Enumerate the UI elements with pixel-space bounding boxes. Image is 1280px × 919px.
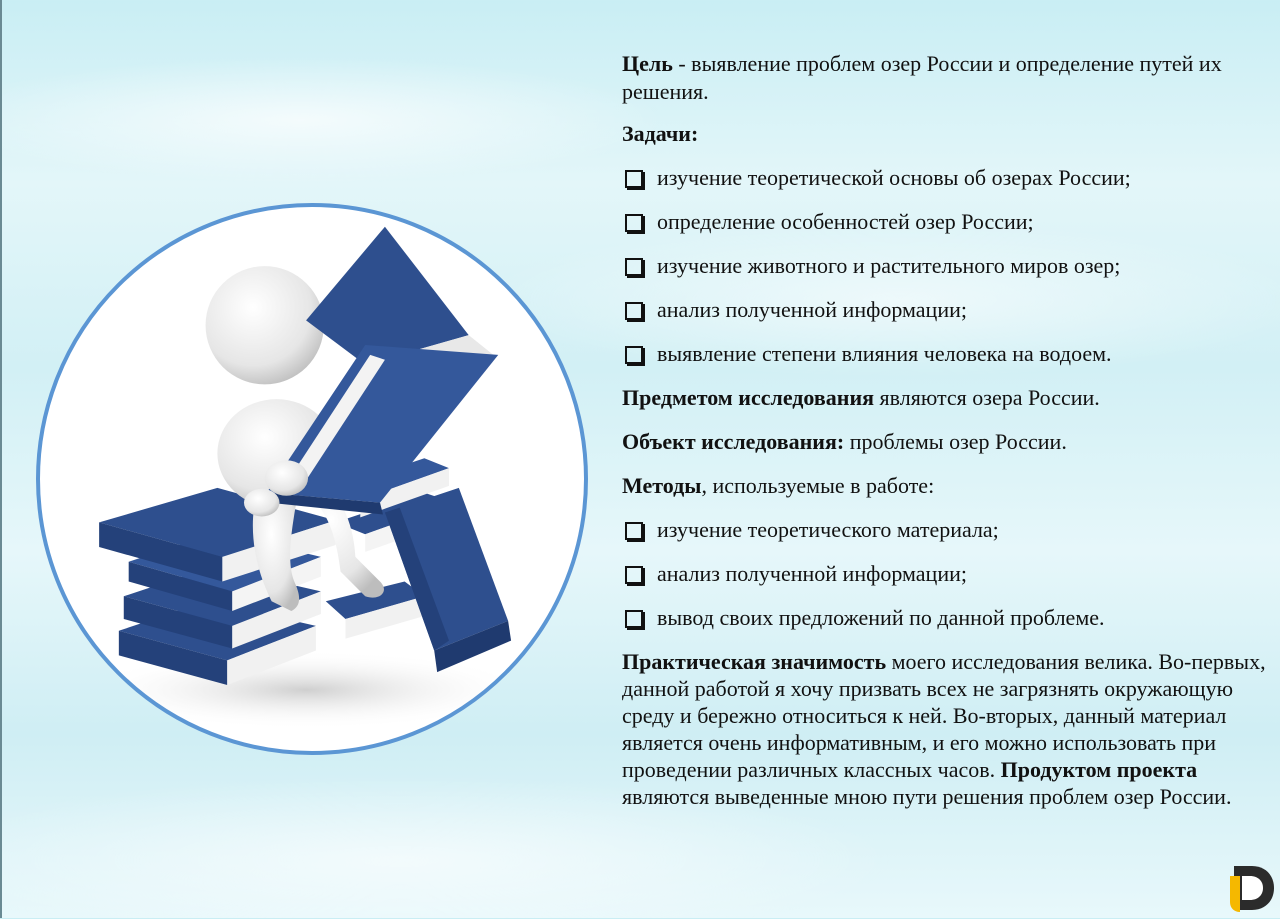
significance-paragraph — [622, 648, 1267, 810]
task-item-text: анализ полученной информации; — [657, 297, 967, 322]
tasks-heading — [622, 120, 1267, 148]
list-item — [622, 560, 1267, 588]
content-text-block — [622, 50, 1267, 810]
task-item-text: определение особенностей озер России; — [657, 209, 1034, 234]
object-label: Объект исследования: — [622, 429, 845, 454]
task-item-text: изучение теоретической основы об озерах России; — [657, 165, 1131, 190]
significance-text: моего исследования велика. Во-первых, данной работой я хочу призвать всех не загрязнять окружающую среду и бережно относиться к ней. Во-вторых, данный материал является очень информативным, и его можно использовать при проведении различных классных часов. — [622, 649, 1266, 782]
product-text: являются выведенные мною пути решения проблем озер России. — [622, 784, 1232, 809]
list-item — [622, 516, 1267, 544]
list-item — [622, 252, 1267, 280]
methods-paragraph — [622, 472, 1267, 500]
checkbox-bullet-icon — [625, 170, 643, 188]
goal-paragraph — [622, 50, 1267, 106]
object-paragraph — [622, 428, 1267, 456]
checkbox-bullet-icon — [625, 346, 643, 364]
subject-label: Предметом исследования — [622, 385, 875, 410]
list-item — [622, 296, 1267, 324]
product-label: Продуктом проекта — [1000, 757, 1198, 782]
list-item — [622, 164, 1267, 192]
brand-logo-icon — [1226, 862, 1276, 914]
checkbox-bullet-icon — [625, 258, 643, 276]
checkbox-bullet-icon — [625, 214, 643, 232]
method-item-text: изучение теоретического материала; — [657, 517, 999, 542]
methods-label: Методы — [622, 473, 702, 498]
slide-left-border — [0, 0, 2, 918]
checkbox-bullet-icon — [625, 566, 643, 584]
tasks-label: Задачи: — [622, 121, 699, 146]
subject-text: являются озера России. — [874, 385, 1100, 410]
list-item — [622, 340, 1267, 368]
goal-label: Цель — [622, 51, 673, 76]
significance-label: Практическая значимость — [622, 649, 887, 674]
method-item-text: анализ полученной информации; — [657, 561, 967, 586]
checkbox-bullet-icon — [625, 610, 643, 628]
list-item — [622, 604, 1267, 632]
reading-figure-on-books-illustration — [36, 203, 588, 755]
task-item-text: изучение животного и растительного миров озер; — [657, 253, 1121, 278]
checkbox-bullet-icon — [625, 302, 643, 320]
goal-text: - выявление проблем озер России и определение путей их решения. — [622, 51, 1222, 104]
subject-paragraph — [622, 384, 1267, 412]
methods-text: , используемые в работе: — [701, 473, 935, 498]
task-item-text: выявление степени влияния человека на водоем. — [657, 341, 1112, 366]
method-item-text: вывод своих предложений по данной проблеме. — [657, 605, 1105, 630]
list-item — [622, 208, 1267, 236]
object-text: проблемы озер России. — [844, 429, 1067, 454]
checkbox-bullet-icon — [625, 522, 643, 540]
